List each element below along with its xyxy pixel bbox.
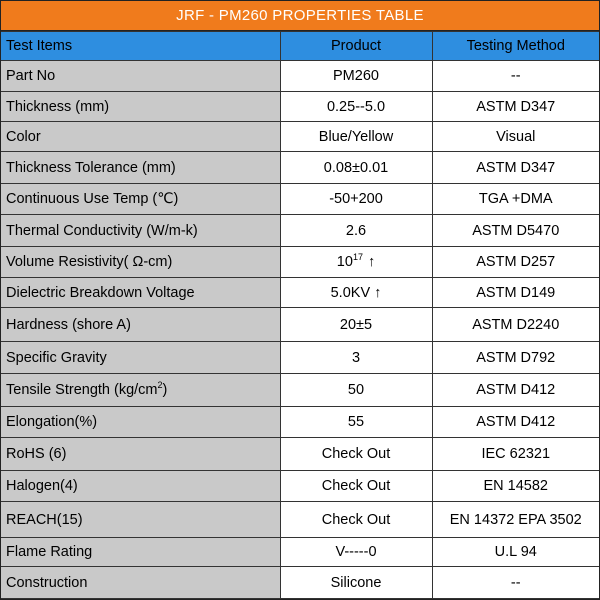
header-testing-method: Testing Method	[432, 32, 599, 61]
table-row	[1, 184, 599, 215]
cell-test-item: Hardness (shore A)	[1, 308, 280, 342]
cell-test-item: Dielectric Breakdown Voltage	[1, 278, 280, 308]
table-row	[1, 374, 599, 407]
item-suffix: )	[162, 382, 168, 398]
cell-test-item: Flame Rating	[1, 538, 280, 567]
cell-method: ASTM D412	[432, 374, 599, 407]
cell-product: 0.25--5.0	[280, 92, 432, 122]
table-row	[1, 308, 599, 342]
table-row	[1, 407, 599, 438]
cell-product: 2.6	[280, 215, 432, 247]
cell-product: 3	[280, 342, 432, 374]
cell-test-item: Volume Resistivity( Ω-cm)	[1, 247, 280, 278]
properties-table	[1, 31, 599, 599]
cell-test-item: Elongation(%)	[1, 407, 280, 438]
cell-method: ASTM D257	[432, 247, 599, 278]
table-row	[1, 438, 599, 471]
table-header-row	[1, 32, 599, 61]
cell-test-item: Construction	[1, 567, 280, 599]
cell-test-item: Part No	[1, 61, 280, 92]
cell-test-item: Specific Gravity	[1, 342, 280, 374]
table-row	[1, 215, 599, 247]
table-row	[1, 278, 599, 308]
cell-method: ASTM D5470	[432, 215, 599, 247]
table-row	[1, 502, 599, 538]
cell-test-item: REACH(15)	[1, 502, 280, 538]
cell-product	[280, 247, 432, 278]
cell-product: Check Out	[280, 438, 432, 471]
cell-product: Check Out	[280, 502, 432, 538]
cell-method: U.L 94	[432, 538, 599, 567]
cell-product: 50	[280, 374, 432, 407]
cell-method: ASTM D412	[432, 407, 599, 438]
item-base: Tensile Strength (kg/cm	[6, 382, 158, 398]
table-row	[1, 342, 599, 374]
cell-product: V-----0	[280, 538, 432, 567]
cell-product: Silicone	[280, 567, 432, 599]
cell-method: ASTM D347	[432, 152, 599, 184]
cell-product: -50+200	[280, 184, 432, 215]
table-row	[1, 152, 599, 184]
table-row	[1, 92, 599, 122]
cell-test-item: Thickness (mm)	[1, 92, 280, 122]
cell-method: TGA +DMA	[432, 184, 599, 215]
cell-product: Check Out	[280, 471, 432, 502]
cell-method: EN 14582	[432, 471, 599, 502]
cell-product: 20±5	[280, 308, 432, 342]
cell-test-item	[1, 374, 280, 407]
cell-product: PM260	[280, 61, 432, 92]
product-base: 10	[336, 254, 353, 270]
cell-method: --	[432, 61, 599, 92]
item-exponent: 2	[157, 380, 163, 391]
cell-product: 55	[280, 407, 432, 438]
cell-method: EN 14372 EPA 3502	[432, 502, 599, 538]
table-row	[1, 122, 599, 152]
cell-method: ASTM D792	[432, 342, 599, 374]
table-row	[1, 538, 599, 567]
table-title: JRF - PM260 PROPERTIES TABLE	[1, 1, 599, 31]
cell-test-item: RoHS (6)	[1, 438, 280, 471]
cell-method: Visual	[432, 122, 599, 152]
cell-method: IEC 62321	[432, 438, 599, 471]
header-test-items: Test Items	[1, 32, 280, 61]
product-exponent: 17	[352, 252, 363, 263]
table-row	[1, 567, 599, 599]
cell-test-item: Color	[1, 122, 280, 152]
cell-test-item: Thermal Conductivity (W/m-k)	[1, 215, 280, 247]
up-arrow-icon: ↑	[367, 254, 376, 270]
cell-test-item: Thickness Tolerance (mm)	[1, 152, 280, 184]
cell-product: 0.08±0.01	[280, 152, 432, 184]
cell-method: ASTM D347	[432, 92, 599, 122]
cell-method: ASTM D149	[432, 278, 599, 308]
cell-method: --	[432, 567, 599, 599]
table-row	[1, 61, 599, 92]
cell-test-item: Halogen(4)	[1, 471, 280, 502]
cell-method: ASTM D2240	[432, 308, 599, 342]
cell-test-item: Continuous Use Temp (℃)	[1, 184, 280, 215]
table-row	[1, 247, 599, 278]
cell-product: Blue/Yellow	[280, 122, 432, 152]
table-row	[1, 471, 599, 502]
cell-product: 5.0KV ↑	[280, 278, 432, 308]
header-product: Product	[280, 32, 432, 61]
